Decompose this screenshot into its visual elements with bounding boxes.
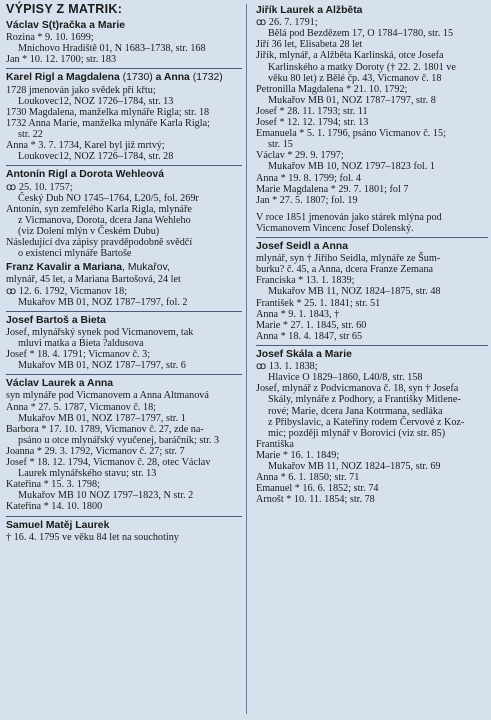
entry-separator	[6, 165, 242, 166]
record-line: Jiří 36 let, Elisabeta 28 let	[256, 39, 363, 51]
record-line-indented: Loukovec12, NOZ 1726–1784, str. 13	[18, 95, 174, 107]
heading-names: Jiřík Laurek a Alžběta	[256, 5, 363, 16]
record-line: syn mlynáře pod Vicmanovem a Anna Altmanová	[6, 390, 209, 402]
record-line: Franciska * 13. 1. 1839;	[256, 275, 355, 287]
record-line-indented: Mnichovo Hradiště 01, N 1683–1738, str. 168	[18, 43, 206, 55]
record-line-indented: Mukařov MB 11, NOZ 1824–1875, str. 69	[268, 460, 441, 472]
heading-note: (1730)	[119, 72, 156, 84]
record-line-indented: věku 80 let) z Bělé čp. 43, Vicmanov č. 18	[268, 72, 442, 84]
record-line: Václav * 29. 9. 1797;	[256, 150, 344, 162]
entry-heading	[256, 5, 488, 17]
record-line: Kateřina * 15. 3. 1798;	[6, 479, 100, 491]
entry-heading	[6, 72, 242, 84]
section-title: VÝPISY Z MATRIK:	[6, 2, 123, 16]
record-line: Josef * 18. 4. 1791; Vicmanov č. 3;	[6, 349, 151, 361]
heading-names: Antonín Rigl a Dorota Wehleová	[6, 169, 164, 181]
record-line-indented: Loukovec12, NOZ 1726–1784, str. 28	[18, 151, 174, 163]
record-line: Josef * 12. 12. 1794; str. 13	[256, 117, 369, 129]
heading-names: Václav Laurek a Anna	[6, 378, 114, 390]
heading-names: Josef Skála a Marie	[256, 348, 352, 360]
record-line: Marie * 16. 1. 1849;	[256, 449, 340, 461]
heading-names: Josef Bartoš a Bieta	[6, 314, 106, 326]
entry-heading	[6, 315, 242, 327]
record-line-indented: Český Dub NO 1745–1764, L20/5, fol. 269r	[18, 192, 199, 204]
record-line: Anna * 18. 4. 1847, str 65	[256, 330, 363, 342]
record-line-indented: Skály, mlynáře z Podhory, a Františky Mitlene-	[268, 394, 461, 406]
entry-separator	[6, 311, 242, 312]
record-line: Anna * 9. 1. 1843, †	[256, 308, 340, 320]
entry-separator	[6, 516, 242, 517]
record-line: Emanuel * 16. 6. 1852; str. 74	[256, 483, 379, 495]
record-line-indented: Mukařov MB 01, NOZ 1787–1797, str. 8	[268, 94, 436, 106]
record-line: Anna * 27. 5. 1787, Vicmanov č. 18;	[6, 401, 157, 413]
entry-heading	[6, 520, 242, 532]
heading-note: , Mukařov,	[122, 262, 170, 274]
record-line: Arnošt * 10. 11. 1854; str. 78	[256, 494, 375, 506]
record-line: Anna * 19. 8. 1799; fol. 4	[256, 172, 361, 184]
record-line: Následující dva zápisy pravděpodobně svědčí	[6, 237, 193, 249]
record-line: 1728 jmenován jako svědek při křtu;	[6, 84, 156, 96]
entry-separator	[6, 374, 242, 375]
record-line-indented: Laurek mlynářského stavu; str. 13	[18, 468, 157, 480]
record-line: ꝏ 12. 6. 1792, Vicmanov 18;	[6, 285, 128, 297]
record-line: mlynář, syn † Jiřího Seidla, mlynáře ze Šum-	[256, 253, 441, 265]
record-line: Joanna * 29. 3. 1792, Vicmanov č. 27; str. 7	[6, 445, 185, 457]
record-line: Josef * 18. 12. 1794, Vicmanov č. 28, otec Václav	[6, 457, 211, 469]
heading-names: Josef Seidl a Anna	[256, 240, 349, 252]
entry-heading	[6, 169, 242, 181]
record-line: ꝏ 13. 1. 1838;	[256, 361, 318, 373]
record-line-indented: Mukařov MB 10, NOZ 1797–1823 fol. 1	[268, 161, 435, 173]
record-line-indented: str. 15	[268, 139, 293, 151]
record-line: Františka	[256, 438, 294, 450]
record-line: 1730 Magdalena, manželka mlynáře Rigla; str. 18	[6, 106, 210, 118]
record-line: Kateřina * 14. 10. 1800	[6, 501, 103, 513]
record-line-indented: z Přibyslavic, a Kateřiny rodem Červové z Koz-	[268, 416, 465, 428]
record-line: Marie * 27. 1. 1845, str. 60	[256, 319, 367, 331]
record-line: mlynář, 45 let, a Mariana Bartošová, 24 let	[6, 274, 181, 286]
entry-separator	[6, 68, 242, 69]
entry-separator	[256, 345, 488, 346]
entry-separator	[256, 237, 488, 238]
record-line: Josef, mlynář z Podvicmanova č. 18, syn † Josefa	[256, 383, 459, 395]
record-line-indented: (viz Dolení mlýn v Českém Dubu)	[18, 225, 160, 237]
record-line-indented: o existenci mlynáře Bartoše	[18, 248, 132, 260]
record-line-indented: mluvi matka a Bieta ?aldusova	[18, 337, 144, 349]
record-line-indented: mic; později mlynář v Borovici (viz str. 85)	[268, 427, 446, 439]
record-line: Marie Magdalena * 29. 7. 1801; fol 7	[256, 183, 409, 195]
entry-heading	[6, 378, 242, 390]
record-line-indented: str. 22	[18, 129, 43, 141]
left-column	[6, 2, 242, 543]
record-line: † 16. 4. 1795 ve věku 84 let na souchotiny	[6, 531, 179, 543]
record-line-indented: Karlinského a matky Doroty († 22. 2. 1801 ve	[268, 61, 456, 73]
entry-heading	[256, 349, 488, 361]
record-line: V roce 1851 jmenován jako stárek mlýna pod	[256, 211, 442, 223]
record-line: Anna * 3. 7. 1734, Karel byl již mrtvý;	[6, 140, 165, 152]
record-line: Vicmanovem Vincenc Josef Dolenský.	[256, 222, 414, 234]
record-line-indented: Mukařov MB 11, NOZ 1824–1875, str. 48	[268, 286, 441, 298]
heading-names: Samuel Matěj Laurek	[6, 519, 110, 531]
entry-heading	[6, 20, 242, 32]
record-line-indented: Mukařov MB 01, NOZ 1787–1797, str. 1	[18, 412, 186, 424]
right-column	[256, 2, 488, 505]
record-line: ꝏ 26. 7. 1791;	[256, 17, 318, 29]
column-divider	[246, 4, 247, 714]
record-line: Barbora * 17. 10. 1789, Vicmanov č. 27, zde na-	[6, 423, 204, 435]
record-line: ꝏ 25. 10. 1757;	[6, 181, 73, 193]
record-line-indented: Mukařov MB 01, NOZ 1787–1797, str. 6	[18, 360, 186, 372]
entry-heading	[6, 262, 242, 274]
record-line: Anna * 6. 1. 1850; str. 71	[256, 472, 360, 484]
record-line-indented: Mukařov MB 01, NOZ 1787–1797, fol. 2	[18, 296, 188, 308]
heading-names-2: a Anna	[155, 72, 190, 84]
entry-heading	[256, 241, 488, 253]
record-line: Jan * 10. 12. 1700; str. 183	[6, 54, 117, 66]
heading-names: Franz Kavalir a Mariana	[6, 262, 123, 274]
record-line-indented: z Vicmanova, Dorota, dcera Jana Wehleho	[18, 214, 191, 226]
record-line: Jan * 27. 5. 1807; fol. 19	[256, 194, 358, 206]
record-line: Josef, mlynářský synek pod Vicmanovem, tak	[6, 326, 194, 338]
record-line-indented: Hlavice O 1829–1860, L40/8, str. 158	[268, 372, 423, 384]
record-line-indented: rové; Marie, dcera Jana Kotrmana, sedláka	[268, 405, 443, 417]
record-line-indented: psáno u otce mlynářský vyučenej, baráčník; str. 3	[18, 434, 220, 446]
record-line: Petronilla Magdalena * 21. 10. 1792;	[256, 83, 408, 95]
record-line: Antonín, syn zemřelého Karla Rigla, mlynáře	[6, 203, 192, 215]
record-line: Josef * 28. 11. 1793; str. 11	[256, 105, 368, 117]
record-line-indented: Bělá pod Bezdězem 17, O 1784–1780, str. 15	[268, 28, 454, 40]
record-line: František * 25. 1. 1841; str. 51	[256, 297, 381, 309]
heading-names: Václav S(t)račka a Marie	[6, 20, 125, 31]
record-line: Jiřík, mlynář, a Alžběta Karlinská, otce Josefa	[256, 50, 444, 62]
record-line: Rozina * 9. 10. 1699;	[6, 32, 94, 44]
record-line: Emanuela * 5. 1. 1796, psáno Vicmanov č. 15;	[256, 128, 446, 140]
heading-note-2: (1732)	[189, 72, 223, 84]
heading-names: Karel Rigl a Magdalena	[6, 72, 120, 84]
record-line: 1732 Anna Marie, manželka mlynáře Karla Rigla;	[6, 117, 210, 129]
record-line: burku? č. 45, a Anna, dcera Franze Zemana	[256, 264, 434, 276]
record-line-indented: Mukařov MB 10 NOZ 1797–1823, N str. 2	[18, 490, 194, 502]
